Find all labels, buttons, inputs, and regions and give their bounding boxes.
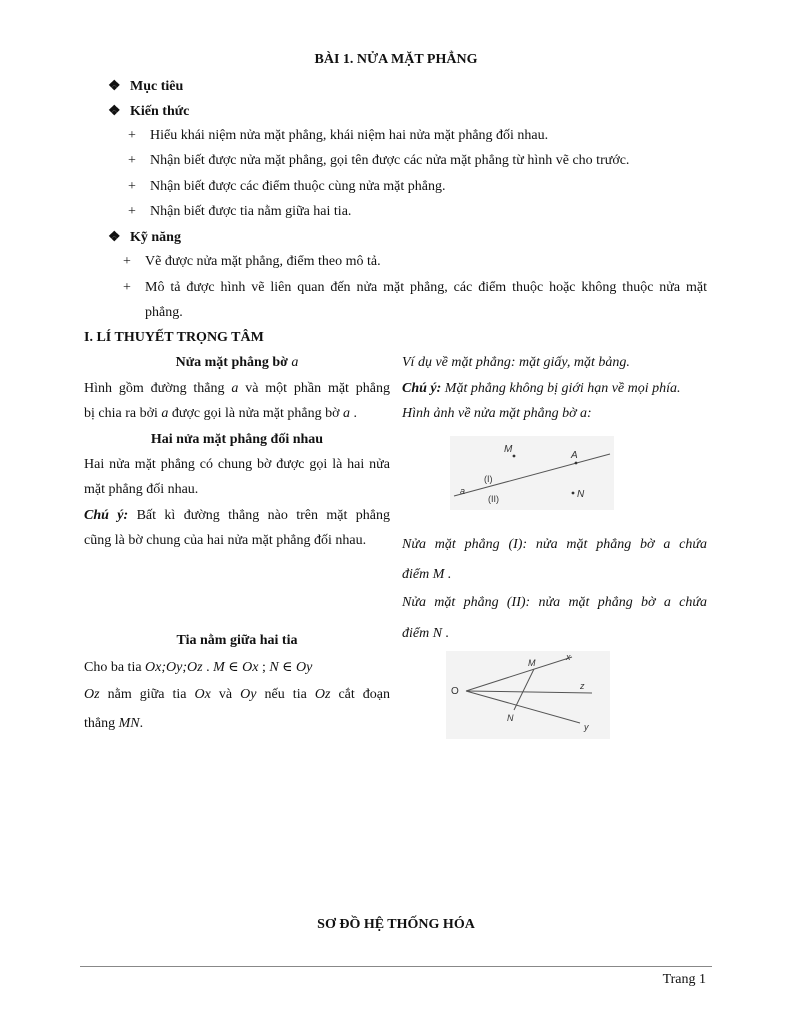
knowledge-item: + Nhận biết được nửa mặt phẳng, gọi tên được các nửa mặt phẳng từ hình vẽ cho trước. — [128, 153, 630, 168]
skill-item-continued: phẳng. — [145, 305, 183, 320]
half-plane-i-description: Nửa mặt phẳng (I): nửa mặt phẳng bờ a chứa — [402, 537, 708, 552]
objectives-heading: ❖ Mục tiêu — [108, 79, 184, 94]
label-y: y — [584, 722, 589, 732]
opposite-definition: Hai nửa mặt phẳng có chung bờ được gọi là hai nửa — [84, 457, 390, 472]
subheading-opposite-half-planes: Hai nửa mặt phẳng đối nhau — [150, 432, 324, 447]
label-x: x — [566, 652, 571, 662]
label-n2: N — [507, 713, 514, 723]
ray-oy — [466, 691, 580, 723]
page-number: Trang 1 — [662, 972, 706, 987]
skill-item: + Mô tả được hình vẽ liên quan đến nửa mặt phẳng, các điểm thuộc hoặc không thuộc nửa mặt — [123, 280, 707, 295]
label-region-i: (I) — [484, 474, 493, 484]
skill-item: + Vẽ được nửa mặt phẳng, điểm theo mô tả. — [123, 254, 381, 269]
half-plane-ii-description-line2: điểm N . — [402, 626, 450, 641]
knowledge-item: + Nhận biết được tia nằm giữa hai tia. — [128, 204, 352, 219]
footer-divider — [80, 966, 712, 967]
subheading-ray-between: Tia nằm giữa hai tia — [176, 633, 298, 648]
point-a — [575, 462, 578, 465]
section-summary-heading: SƠ ĐỒ HỆ THỐNG HÓA — [317, 917, 475, 932]
label-a: A — [571, 450, 578, 461]
diamond-bullet-icon: ❖ — [108, 230, 121, 245]
boundary-line-a — [454, 454, 610, 496]
ray-oz — [466, 691, 592, 693]
half-plane-i-description-line2: điểm M . — [402, 567, 452, 582]
knowledge-heading: ❖ Kiến thức — [108, 104, 190, 119]
note-left-line2: cũng là bờ chung của hai nửa mặt phẳng đối nhau. — [84, 533, 367, 548]
half-plane-ii-description: Nửa mặt phẳng (II): nửa mặt phẳng bờ a chứa — [402, 595, 708, 610]
ray-definition: Oz nằm giữa tia Ox và Oy nếu tia Oz cắt đoạn — [84, 687, 391, 702]
label-n: N — [577, 489, 585, 500]
skills-heading: ❖ Kỹ năng — [108, 230, 181, 245]
ray-figure — [446, 651, 610, 739]
diamond-bullet-icon: ❖ — [108, 79, 121, 94]
label-z: z — [580, 681, 585, 691]
half-plane-definition-line2: bị chia ra bởi a được gọi là nửa mặt phẳng bờ a . — [84, 406, 358, 421]
subheading-half-plane: Nửa mặt phẳng bờ a — [175, 355, 299, 370]
example-plane: Ví dụ về mặt phẳng: mặt giấy, mặt bảng. — [402, 355, 630, 370]
diamond-bullet-icon: ❖ — [108, 104, 121, 119]
ray-ox — [466, 657, 572, 691]
half-plane-diagram — [450, 436, 614, 510]
note-left: Chú ý: Bất kì đường thẳng nào trên mặt phẳng — [84, 508, 390, 523]
point-m — [513, 455, 516, 458]
note-right: Chú ý: Mặt phẳng không bị giới hạn về mọi phía. — [402, 381, 681, 396]
ray-definition-line2: thẳng MN. — [84, 716, 144, 731]
label-m: M — [504, 444, 513, 455]
section-heading: I. LÍ THUYẾT TRỌNG TÂM — [84, 330, 264, 345]
half-plane-definition: Hình gồm đường thẳng a và một phần mặt phẳng — [84, 381, 390, 396]
page-title: BÀI 1. NỬA MẶT PHẲNG — [314, 52, 478, 67]
ray-diagram — [446, 651, 610, 739]
label-region-ii: (II) — [488, 494, 499, 504]
opposite-definition-line2: mặt phẳng đối nhau. — [84, 482, 199, 497]
knowledge-item: + Nhận biết được các điểm thuộc cùng nửa mặt phẳng. — [128, 179, 446, 194]
image-caption: Hình ảnh về nửa mặt phẳng bờ a: — [402, 406, 592, 421]
ray-setup: Cho ba tia Ox;Oy;Oz . M ∈ Ox ; N ∈ Oy — [84, 660, 313, 675]
label-m2: M — [528, 658, 536, 668]
knowledge-item: + Hiểu khái niệm nửa mặt phẳng, khái niệm hai nửa mặt phẳng đối nhau. — [128, 128, 549, 143]
point-n — [572, 492, 575, 495]
label-o: O — [451, 686, 459, 697]
half-plane-figure — [450, 436, 614, 510]
label-a-line: a — [460, 486, 466, 496]
